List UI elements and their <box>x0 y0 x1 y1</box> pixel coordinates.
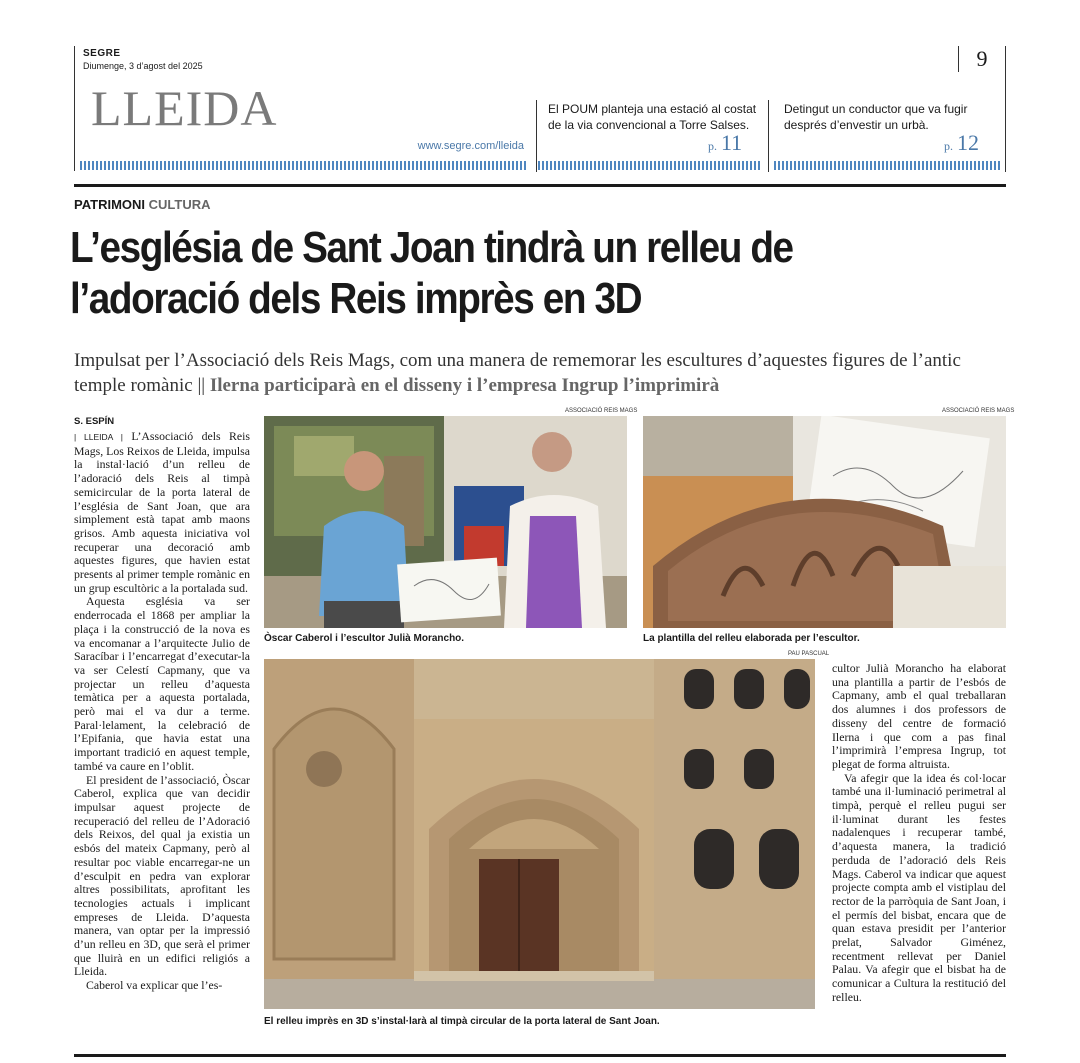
photo-church-facade <box>264 659 815 1009</box>
photo-credit: ASSOCIACIÓ REIS MAGS <box>942 408 1015 414</box>
teaser-2-page-prefix: p. <box>944 139 953 153</box>
photo-caption: El relleu imprès en 3D s’instal·larà al timpà circular de la porta lateral de Sant Joan. <box>264 1016 660 1027</box>
masthead-dotted-rule <box>80 161 528 170</box>
website-link[interactable]: www.segre.com/lleida <box>417 140 524 152</box>
photo-church-facade-image <box>264 659 815 1009</box>
photo-men-with-sketch-image <box>264 416 627 628</box>
photo-credit: ASSOCIACIÓ REIS MAGS <box>565 408 638 414</box>
paragraph-text: L’Associació dels Reis Mags, Los Reixos de Lleida, impulsa la instal·lació d’un relleu de l’adoració dels Reis al timpà semicircular de la porta lateral de l’església de Sant Joan, que ara simplement està tapat amb maons grisos. Amb aquesta iniciativa vol recuperar una decoració amb aquestes figures, que havien estat presents al primer temple romànic en un grup escultòric a la portalada sud. <box>74 429 251 595</box>
teaser-1-page-prefix: p. <box>708 139 717 153</box>
photo-caption: Òscar Caberol i l’escultor Julià Morancho. <box>264 633 465 644</box>
photo-credit: PAU PASCUAL <box>788 651 830 657</box>
body-column-3 <box>832 662 1006 1005</box>
teaser-divider <box>768 100 769 172</box>
body-column-1 <box>74 430 250 993</box>
paragraph: cultor Julià Morancho ha elaborat una plantilla a partir de l’esbós de Capmany, amb el qual treballaran dos alumnes i dos professors de disseny del centre de formació Ilerna i que com a pas final l’imprimirà l’empresa Ingrup, tot plegat de forma altruista. <box>832 661 1006 771</box>
header-rule <box>74 184 1006 187</box>
publication-name: SEGRE <box>83 48 121 59</box>
photo-caption: La plantilla del relleu elaborada per l’escultor. <box>643 633 860 644</box>
teaser-1-page-ref[interactable] <box>708 130 742 156</box>
teaser-2-page: 12 <box>957 130 979 155</box>
paragraph <box>74 430 250 595</box>
teaser-1[interactable] <box>548 101 758 133</box>
kicker-sub: CULTURA <box>148 197 211 212</box>
teaser-divider <box>1005 70 1006 172</box>
teaser-2-page-ref[interactable] <box>944 130 979 156</box>
masthead <box>74 46 530 171</box>
footer-rule <box>74 1054 1006 1057</box>
photo-men-with-sketch <box>264 416 627 628</box>
teaser-1-text: El POUM planteja una estació al costat de la via convencional a Torre Salses. <box>548 102 757 132</box>
issue-date: Diumenge, 3 d’agost del 2025 <box>83 61 203 71</box>
photo-relief-template-image <box>643 416 1006 628</box>
section-title: LLEIDA <box>91 80 278 136</box>
kicker-main: PATRIMONI <box>74 197 146 212</box>
teaser-2[interactable] <box>784 101 994 133</box>
paragraph: Caberol va explicar que l’es- <box>86 978 223 993</box>
teaser-1-page: 11 <box>721 130 743 155</box>
paragraph: Va afegir que la idea és col·locar també una il·luminació perimetral al timpà, perquè el relleu pugui ser il·luminat durant les festes nadalenques i recuperar també, d’aquesta manera, la tradició perduda de l’adoració dels Reis Mags. Caberol va indicar que aquest projecte compta amb el vistiplau del rector de la parròquia de Sant Joan, i el permís del bisbat, encara que de quan estava presidit per l’anterior prelat, Salvador Giménez, recentment rellevat per Daniel Palau. Va afegir que el bisbat ha de comunicar a Cultura la restitució del relleu. <box>832 770 1006 1004</box>
dateline: | LLEIDA | <box>74 432 123 442</box>
subheadline <box>74 348 1014 398</box>
headline: L’església de Sant Joan tindrà un relleu de l’adoració dels Reis imprès en 3D <box>70 223 793 323</box>
page-number: 9 <box>958 46 1006 72</box>
subheadline-bold: Ilerna participarà en el disseny i l’empresa Ingrup l’imprimirà <box>209 375 720 396</box>
subheadline-text: Impulsat per l’Associació dels Reis Mags, com una manera de rememorar les escultures d’aquestes figures de l’antic temple romànic || <box>74 350 961 396</box>
teaser-2-text: Detingut un conductor que va fugir després d’envestir un urbà. <box>784 102 968 132</box>
teaser-dotted-rule-2 <box>774 161 1000 170</box>
photo-relief-template <box>643 416 1006 628</box>
byline: S. ESPÍN <box>74 416 115 427</box>
paragraph: Aquesta església va ser enderrocada el 1868 per ampliar la plaça i la construcció de la nova es va encomanar a l’arquitecte Julio de Saracíbar i l’encarregat d’executar-la va ser Celestí Capmany, que va projectar un relleu d’aquesta temàtica per a aquesta portalada, però mai el va dur a terme. Paral·lelament, la celebració de l’Epifania, que havia estat una important tradició en aquest temple, també va caure en l’oblit. <box>74 594 250 773</box>
teaser-dotted-rule-1 <box>538 161 762 170</box>
kicker <box>74 197 211 212</box>
teaser-divider <box>536 100 537 172</box>
paragraph: El president de l’associació, Òscar Caberol, explica que van decidir impulsar aquest projecte de recuperació del relleu de l’Adoració dels Reixos, del qual ja existia un esbós del mateix Capmany, però al resultar poc viable encarregar-ne un d’esculpit en pedra van explorar altres possibilitats, aprofitant les tecnologies actuals i implicant empreses de Lleida. D’aquesta manera, van optar per la impressió d’un relleu en 3D, que serà el primer que lluirà en un edifici religiós a Lleida. <box>74 772 250 979</box>
